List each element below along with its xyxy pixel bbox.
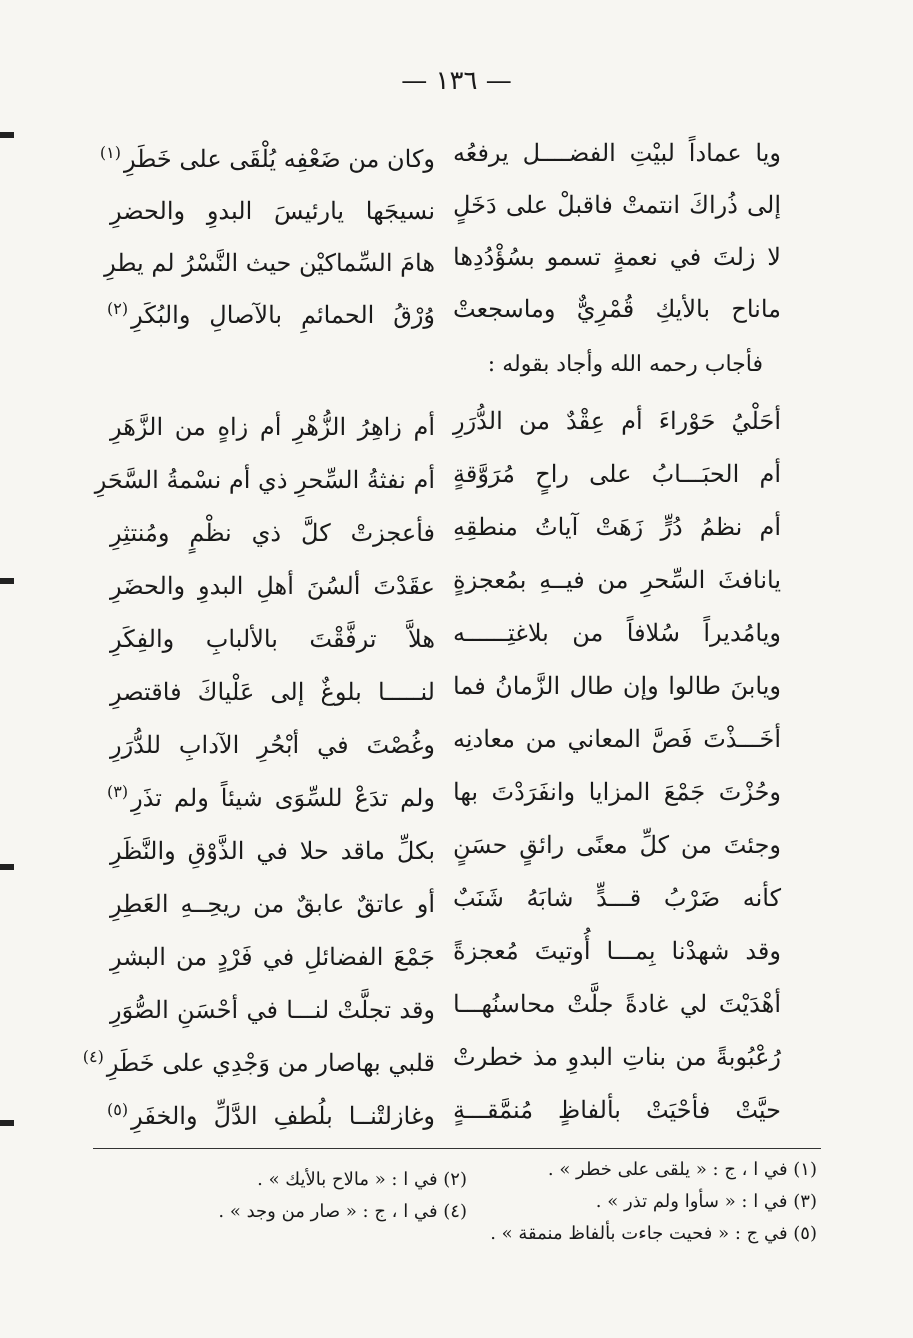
verse-second-hemistich bbox=[107, 1085, 435, 1141]
verse-second-hemistich bbox=[107, 396, 435, 452]
verse-text: بكلِّ ماقد حلا في الذَّوْقِ والنَّظَرِ bbox=[110, 837, 435, 865]
verse-first-hemistich: وجئتَ من كلِّ معنًى رائقٍ حسَنٍ bbox=[453, 831, 781, 859]
verse-text: أو عاتقٌ عابقٌ من ريحِــهِ العَطِرِ bbox=[110, 890, 435, 918]
verse-second-hemistich bbox=[107, 767, 435, 823]
verse-row bbox=[0, 873, 913, 923]
verse-first-hemistich: أحَلْيُ حَوْراءَ أم عِقْدٌ من الدُّرَرِ bbox=[453, 407, 781, 435]
verse-second-hemistich bbox=[107, 873, 435, 929]
verse-first-hemistich: ويابنَ طالوا وإن طال الزَّمانُ فما bbox=[453, 672, 781, 700]
verse-row bbox=[0, 232, 913, 282]
verse-first-hemistich: كأنه ضَرْبُ قـــدٍّ شابَهُ شَنَبٌ bbox=[453, 884, 781, 912]
verse-row bbox=[0, 1032, 913, 1082]
verse-second-hemistich bbox=[107, 608, 435, 664]
verse-row bbox=[0, 979, 913, 1029]
verse-second-hemistich bbox=[107, 714, 435, 770]
verse-text: وُرْقُ الحمائمِ بالآصالِ والبُكَرِ bbox=[131, 301, 435, 329]
footnote: (٤) في ا ، ج : « صار من وجد » . bbox=[218, 1201, 467, 1222]
footnote-marker: (٤) bbox=[82, 1047, 104, 1066]
verse-first-hemistich: يانافثَ السِّحرِ من فيــهِ بمُعجزةٍ bbox=[453, 566, 781, 594]
verse-first-hemistich: أم الحبَـــابُ على راحٍ مُرَوَّقةٍ bbox=[453, 460, 781, 488]
verse-row bbox=[0, 449, 913, 499]
verse-text: وكان من ضَعْفِه يُلْقَى على خَطَرِ bbox=[124, 145, 435, 173]
verse-first-hemistich: أخَـــذْتَ فَصَّ المعاني من معادنِه bbox=[453, 725, 781, 753]
verse-text: أم نفثةُ السِّحرِ ذي أم نسْمةُ السَّحَرِ bbox=[94, 466, 435, 494]
verse-row bbox=[0, 714, 913, 764]
verse-text: عقَدْتَ ألسُنَ أهلِ البدوِ والحضَرِ bbox=[110, 572, 435, 600]
scan-edge-mark bbox=[0, 1120, 14, 1126]
verse-text: ولم تدَعْ للسِّوَى شيئاً ولم تذَرِ bbox=[131, 784, 435, 812]
verse-row bbox=[0, 284, 913, 334]
verse-text: فأعجزتْ كلَّ ذي نظْمٍ ومُنتثِرِ bbox=[110, 519, 435, 547]
page-number: — ١٣٦ — bbox=[401, 66, 512, 96]
verse-second-hemistich bbox=[107, 502, 435, 558]
verse-text: وقد تجلَّتْ لنـــا في أحْسَنِ الصُّوَرِ bbox=[110, 996, 435, 1024]
scan-edge-mark bbox=[0, 132, 14, 138]
verse-row bbox=[0, 128, 913, 178]
verse-row bbox=[0, 180, 913, 230]
scan-edge-mark bbox=[0, 578, 14, 584]
verse-text: جَمْعَ الفضائلِ في فَرْدٍ من البشرِ bbox=[110, 943, 435, 971]
verse-row bbox=[0, 555, 913, 605]
footnote-divider bbox=[93, 1148, 821, 1149]
verse-row bbox=[0, 608, 913, 658]
verse-text: قلبي بهاصار من وَجْدِي على خَطَرِ bbox=[106, 1049, 435, 1077]
scan-edge-mark bbox=[0, 864, 14, 870]
footnote-marker: (٥) bbox=[107, 1100, 129, 1119]
verse-second-hemistich bbox=[107, 180, 435, 236]
verse-text: هامَ السِّماكيْن حيث النَّسْرُ لم يطرِ bbox=[104, 249, 435, 277]
verse-second-hemistich bbox=[107, 926, 435, 982]
footnote: (١) في ا ، ج : « يلقى على خطر » . bbox=[547, 1159, 817, 1180]
verse-first-hemistich: وحُزْتَ جَمْعَ المزايا وانفَرَدْتَ بها bbox=[453, 778, 781, 806]
verse-text: وغازلتْنــا بلُطفِ الدَّلِّ والخفَرِ bbox=[131, 1102, 435, 1130]
verse-first-hemistich: أم نظمُ دُرٍّ زَهَتْ آياتُ منطقِهِ bbox=[453, 513, 781, 541]
verse-row bbox=[0, 1085, 913, 1135]
verse-text: لنـــــا بلوغٌ إلى عَلْياكَ فاقتصرِ bbox=[110, 678, 435, 706]
verse-first-hemistich: إلى ذُراكَ انتمتْ فاقبلْ على دَخَلٍ bbox=[453, 191, 781, 219]
verse-first-hemistich: ماناح بالأيكِ قُمْرِيٌّ وماسجعتْ bbox=[453, 295, 781, 323]
verse-second-hemistich bbox=[94, 449, 435, 505]
verse-first-hemistich: حيَّتْ فأحْيَتْ بألفاظٍ مُنمَّقـــةٍ bbox=[453, 1096, 781, 1124]
footnote-marker: (١) bbox=[99, 143, 121, 162]
verse-text: نسيجَها يارئيسَ البدوِ والحضرِ bbox=[110, 197, 435, 225]
verse-second-hemistich bbox=[107, 661, 435, 717]
verse-first-hemistich: أهْدَيْتَ لي غادةً جلَّتْ محاسنُهـــا bbox=[453, 990, 781, 1018]
verse-row bbox=[0, 767, 913, 817]
footnote-marker: (٣) bbox=[107, 782, 129, 801]
verse-second-hemistich bbox=[107, 555, 435, 611]
verse-first-hemistich: ويامُديراً سُلافاً من بلاغتِــــــه bbox=[453, 619, 781, 647]
footnote: (٢) في ا : « مالاح بالأيك » . bbox=[257, 1169, 467, 1190]
verse-first-hemistich: ويا عماداً لبيْتِ الفضــــل يرفعُه bbox=[453, 139, 781, 167]
prose-line: فأجاب رحمه الله وأجاد بقوله : bbox=[487, 352, 763, 377]
verse-row bbox=[0, 661, 913, 711]
verse-first-hemistich: رُعْبُوبةً من بناتِ البدوِ مذ خطرتْ bbox=[453, 1043, 781, 1071]
verse-first-hemistich: لا زلتَ في نعمةٍ تسمو بسُؤْدُدِها bbox=[453, 243, 781, 271]
footnote-marker: (٢) bbox=[107, 299, 129, 318]
verse-text: هلاَّ ترفَّقْتَ بالألبابِ والفِكَرِ bbox=[110, 625, 435, 653]
verse-text: أم زاهِرُ الزُّهْرِ أم زاهٍ من الزَّهَرِ bbox=[110, 413, 435, 441]
verse-row bbox=[0, 396, 913, 446]
verse-second-hemistich bbox=[104, 232, 435, 288]
verse-row bbox=[0, 502, 913, 552]
verse-second-hemistich bbox=[99, 128, 435, 184]
verse-second-hemistich bbox=[82, 1032, 435, 1088]
footnote: (٥) في ج : « فحيت جاءت بألفاظ منمقة » . bbox=[490, 1223, 817, 1244]
verse-second-hemistich bbox=[107, 979, 435, 1035]
verse-row bbox=[0, 820, 913, 870]
footnote: (٣) في ا : « سأوا ولم تذر » . bbox=[595, 1191, 817, 1212]
verse-text: وغُصْتَ في أبْحُرِ الآدابِ للدُّرَرِ bbox=[110, 731, 435, 759]
verse-row bbox=[0, 926, 913, 976]
verse-second-hemistich bbox=[107, 284, 435, 340]
verse-second-hemistich bbox=[107, 820, 435, 876]
verse-first-hemistich: وقد شهدْنا بِمـــا أُوتيتَ مُعجزةً bbox=[453, 937, 781, 965]
